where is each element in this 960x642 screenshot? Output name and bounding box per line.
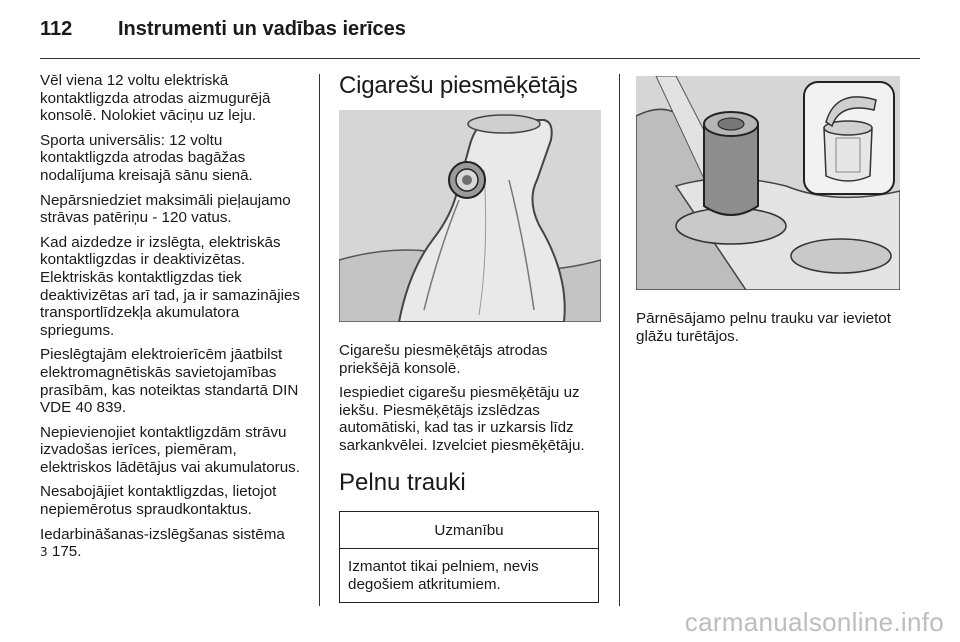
watermark: carmanualsonline.info — [684, 607, 944, 637]
column-3 — [636, 72, 900, 352]
column-divider-1 — [319, 74, 320, 606]
paragraph: Nepievienojiet kontaktligzdām strāvu izvadošas ierīces, piemēram, elektriskos lādētājus vai akumulatorus. — [40, 423, 300, 476]
paragraph: Kad aizdedze ir izslēgta, elektriskās kontaktligzdas ir deaktivizētas. Elektriskās kontaktligzdas tiek deaktivizētas arī tad, ja ir samazinājies transportlīdzekļa akumulatora spriegums. — [40, 233, 300, 339]
paragraph: Nepārsniedziet maksimāli pieļaujamo strāvas patēriņu - 120 vatus. — [40, 191, 291, 227]
paragraph: Sporta universālis: 12 voltu kontaktligzda atrodas bagāžas nodalījuma kreisajā sānu sienā. — [40, 131, 253, 184]
paragraph: Vēl viena 12 voltu elektriskā kontaktligzda atrodas aizmugurējā konsolē. Nolokiet vāciņu uz leju. — [40, 72, 271, 125]
paragraph-with-reference — [40, 526, 308, 562]
page-reference-arrow-icon: 3 — [40, 545, 48, 560]
section-title-cigarette-lighter: Cigarešu piesmēķētājs — [339, 72, 578, 99]
page-reference[interactable]: 175. — [51, 543, 82, 561]
chapter-title: Instrumenti un vadības ierīces — [118, 18, 406, 40]
paragraph: Pieslēgtajām elektroierīcēm jāatbilst elektromagnētiskās savietojamības prasībām, kas noteiktas standartā DIN VDE 40 839. — [40, 346, 299, 417]
gear-shifter-lighter-drawing — [339, 110, 601, 322]
portable-ashtray-drawing — [636, 76, 900, 290]
paragraph: Nesabojājiet kontaktligzdas, lietojot nepiemērotus spraudkontaktus. — [40, 483, 277, 519]
column-divider-2 — [619, 74, 620, 606]
column-1 — [40, 72, 308, 569]
ashtray-illustration — [636, 76, 900, 290]
caution-heading: Uzmanību — [340, 512, 598, 550]
paragraph-text: Iedarbināšanas-izslēgšanas sistēma — [40, 525, 285, 543]
paragraph: Cigarešu piesmēķētājs atrodas priekšējā konsolē. — [339, 342, 548, 377]
paragraph: Pārnēsājamo pelnu trauku var ievietot glāžu turētājos. — [636, 310, 891, 345]
section-title-ashtrays: Pelnu trauki — [339, 468, 466, 496]
page-number: 112 — [40, 18, 73, 40]
cigarette-lighter-illustration — [339, 110, 601, 322]
paragraph: Iespiediet cigarešu piesmēķētāju uz iekšu. Piesmēķētājs izslēdzas automātiski, kad tas ir uzkarsis līdz sarkankvēlei. Izvelciet piesmēķētāju. — [339, 384, 585, 454]
caution-text: Izmantot tikai pelniem, nevis degošiem atkritumiem. — [348, 558, 539, 593]
header-divider — [40, 58, 920, 59]
caution-box — [339, 511, 599, 604]
column-2 — [339, 72, 605, 603]
